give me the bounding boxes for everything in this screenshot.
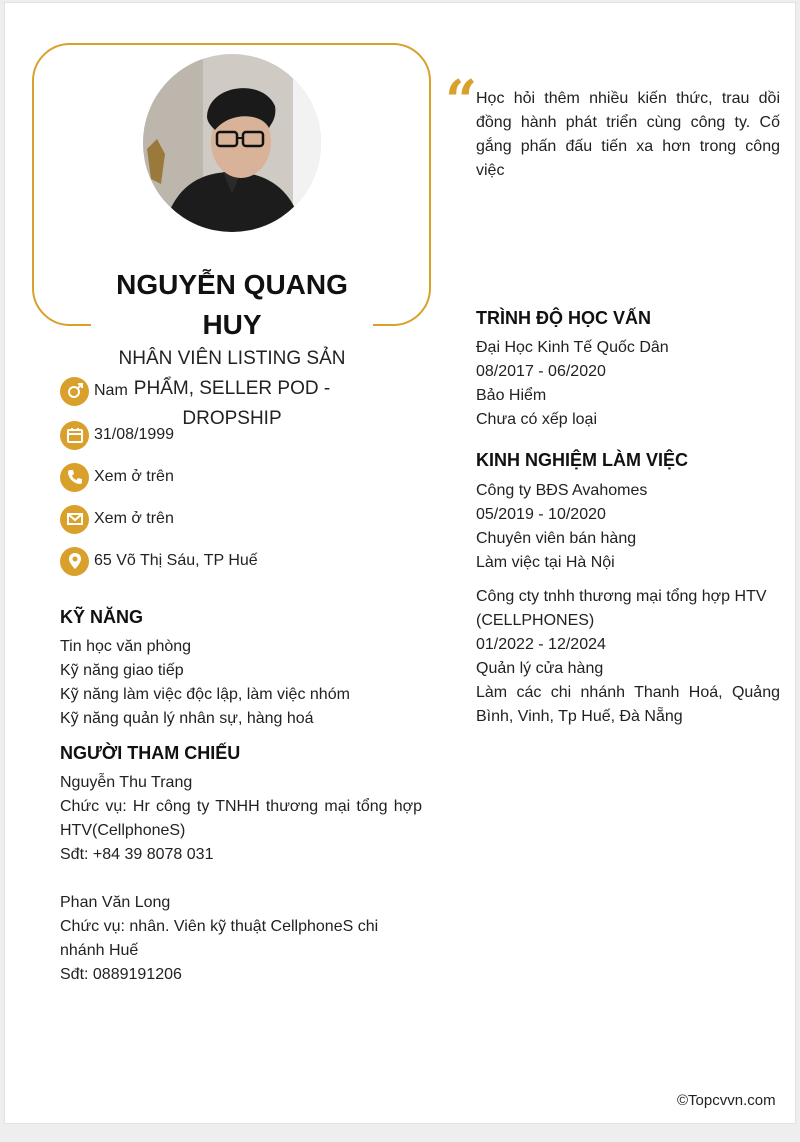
- experience-item: [476, 479, 780, 575]
- reference-name: Nguyễn Thu Trang: [60, 774, 193, 791]
- email-icon: [60, 505, 89, 534]
- cv-page: [4, 2, 796, 1124]
- job-role: Chuyên viên bán hàng: [476, 530, 637, 547]
- birthday-text: 31/08/1999: [94, 426, 175, 443]
- education-period: 08/2017 - 06/2020: [476, 363, 606, 380]
- education-school: Đại Học Kinh Tế Quốc Dân: [476, 339, 669, 356]
- info-gender: [60, 376, 128, 406]
- education-block: [476, 336, 780, 432]
- calendar-icon: [60, 421, 89, 450]
- phone-icon: [60, 463, 89, 492]
- list-item: Kỹ năng giao tiếp: [60, 662, 184, 679]
- info-address: [60, 546, 258, 576]
- reference-position: Chức vụ: Hr công ty TNHH thương mại tổng hợp HTV(CellphoneS): [60, 798, 422, 839]
- gender-icon: [60, 377, 89, 406]
- info-phone: [60, 462, 174, 492]
- list-item: Kỹ năng làm việc độc lập, làm việc nhóm: [60, 686, 350, 703]
- avatar: [143, 54, 321, 232]
- reference-phone: Sđt: +84 39 8078 031: [60, 846, 214, 863]
- experience-item: [476, 585, 780, 729]
- job-company: Công cty tnhh thương mại tổng hợp HTV (CELLPHONES): [476, 588, 767, 629]
- career-objective: Học hỏi thêm nhiều kiến thức, trau dồi đồng hành phát triển cùng công ty. Cố gắng phấn đấu tiến xa hơn trong công việc: [476, 90, 780, 179]
- experience-heading: KINH NGHIỆM LÀM VIỆC: [476, 450, 689, 470]
- education-major: Bảo Hiểm: [476, 387, 547, 404]
- skills-heading: KỸ NĂNG: [60, 607, 144, 627]
- location-icon: [60, 547, 89, 576]
- info-email: [60, 504, 174, 534]
- address-text: 65 Võ Thị Sáu, TP Huế: [94, 552, 258, 569]
- education-grade: Chưa có xếp loại: [476, 411, 597, 428]
- job-period: 01/2022 - 12/2024: [476, 636, 606, 653]
- reference-1: [60, 771, 422, 867]
- footer-credit: ©Topcvvn.com: [677, 1092, 776, 1109]
- reference-2: [60, 891, 422, 987]
- list-item: Kỹ năng quản lý nhân sự, hàng hoá: [60, 710, 314, 727]
- job-company: Công ty BĐS Avahomes: [476, 482, 648, 499]
- list-item: Tin học văn phòng: [60, 638, 192, 655]
- reference-phone: Sđt: 0889191206: [60, 966, 182, 983]
- reference-name: Phan Văn Long: [60, 894, 171, 911]
- info-birthday: [60, 420, 174, 450]
- candidate-name: NGUYỄN QUANG HUY: [116, 269, 348, 340]
- job-period: 05/2019 - 10/2020: [476, 506, 606, 523]
- reference-position: Chức vụ: nhân. Viên kỹ thuật CellphoneS chi nhánh Huế: [60, 918, 379, 959]
- email-text: Xem ở trên: [94, 510, 174, 527]
- references-heading: NGƯỜI THAM CHIẾU: [60, 743, 241, 763]
- quote-icon: “: [445, 68, 478, 134]
- job-role: Quản lý cửa hàng: [476, 660, 604, 677]
- job-description: Làm việc tại Hà Nội: [476, 554, 615, 571]
- gender-text: Nam: [94, 382, 128, 399]
- candidate-title: NHÂN VIÊN LISTING SẢN PHẨM, SELLER POD - DROPSHIP: [118, 348, 346, 429]
- education-heading: TRÌNH ĐỘ HỌC VẤN: [476, 308, 651, 328]
- skills-list: [60, 635, 422, 731]
- phone-text: Xem ở trên: [94, 468, 174, 485]
- job-description: Làm các chi nhánh Thanh Hoá, Quảng Bình, Vinh, Tp Huế, Đà Nẵng: [476, 684, 780, 725]
